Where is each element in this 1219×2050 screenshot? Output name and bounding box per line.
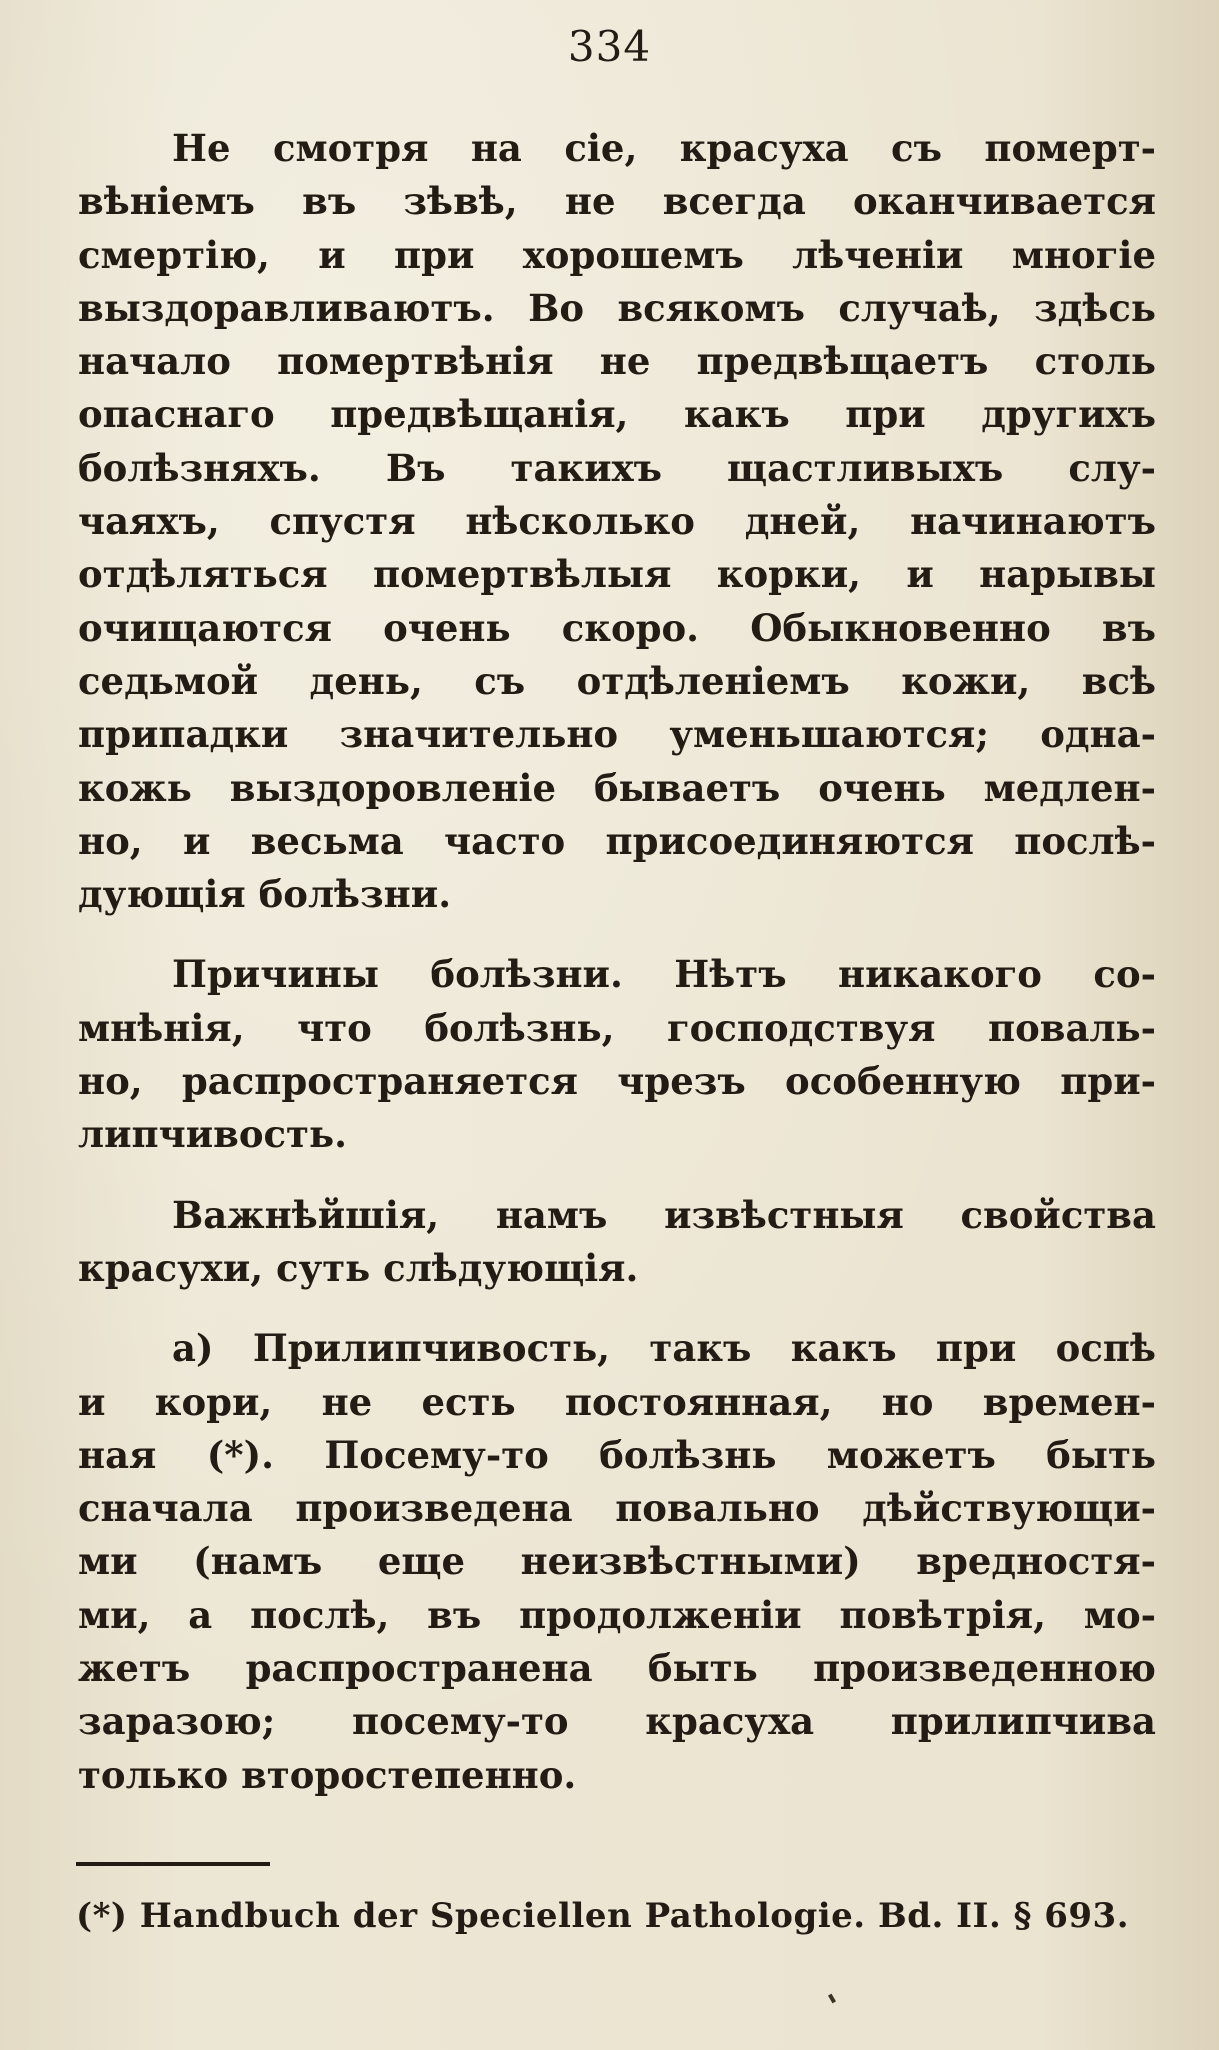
text-line: ми, а послѣ, въ продолженіи повѣтрія, мо-: [78, 1592, 1156, 1637]
paragraph: [78, 122, 1156, 921]
text-line: болѣзняхъ. Въ такихъ щастливыхъ слу-: [78, 445, 1156, 490]
text-line: ми (намъ еще неизвѣстными) вредностя-: [78, 1539, 1156, 1584]
text-line: чаяхъ, спустя нѣсколько дней, начинаютъ: [78, 499, 1156, 544]
ink-speck: [828, 1994, 836, 2004]
text-line: но, и весьма часто присоединяются послѣ-: [78, 818, 1156, 863]
footnote-divider: [76, 1862, 270, 1866]
text-line: мнѣнія, что болѣзнь, господствуя поваль-: [78, 1005, 1156, 1050]
text-line: опаснаго предвѣщанія, какъ при другихъ: [78, 392, 1156, 437]
text-line: Не смотря на сіе, красуха съ померт-: [172, 126, 1156, 170]
text-line: ная (*). Посему-то болѣзнь можетъ быть: [78, 1432, 1156, 1477]
text-line: припадки значительно уменьшаются; одна-: [78, 712, 1156, 757]
text-line: кожь выздоровленіе бываетъ очень медлен-: [78, 765, 1156, 810]
body-text: [78, 122, 1156, 1829]
text-line: и кори, не есть постоянная, но времен-: [78, 1379, 1156, 1424]
text-line: выздоравливаютъ. Во всякомъ случаѣ, здѣсь: [78, 285, 1156, 330]
text-line: только второстепенно.: [78, 1752, 577, 1797]
text-line: Причины болѣзни. Нѣтъ никакого со-: [172, 952, 1156, 997]
text-line: начало помертвѣнія не предвѣщаетъ столь: [78, 339, 1156, 384]
text-line: Важнѣйшія, намъ извѣстныя свойства: [172, 1192, 1156, 1237]
footnote: (*) Handbuch der Speciellen Pathologie. Bd. II. § 693.: [76, 1896, 1130, 1936]
text-line: смертію, и при хорошемъ лѣченіи многіе: [78, 232, 1156, 277]
page-number: 334: [567, 22, 652, 71]
text-line: красухи, суть слѣдующія.: [78, 1245, 639, 1290]
text-line: вѣніемъ въ зѣвѣ, не всегда оканчивается: [78, 179, 1156, 224]
text-line: липчивость.: [78, 1112, 347, 1157]
text-line: седьмой день, съ отдѣленіемъ кожи, всѣ: [78, 658, 1156, 703]
text-line: жетъ распространена быть произведенною: [78, 1646, 1156, 1691]
text-line: дующія болѣзни.: [78, 872, 452, 917]
text-line: заразою; посему-то красуха прилипчива: [78, 1699, 1156, 1744]
paragraph: [78, 1189, 1156, 1296]
text-line: очищаются очень скоро. Обыкновенно въ: [78, 605, 1156, 650]
text-line: сначала произведена повально дѣйствующи-: [78, 1486, 1156, 1531]
paragraph: [78, 948, 1156, 1161]
text-line: отдѣляться помертвѣлыя корки, и нарывы: [78, 552, 1156, 597]
text-line: а) Прилипчивость, такъ какъ при оспѣ: [172, 1326, 1156, 1371]
paragraph: [78, 1322, 1156, 1802]
text-line: но, распространяется чрезъ особенную при-: [78, 1059, 1156, 1104]
